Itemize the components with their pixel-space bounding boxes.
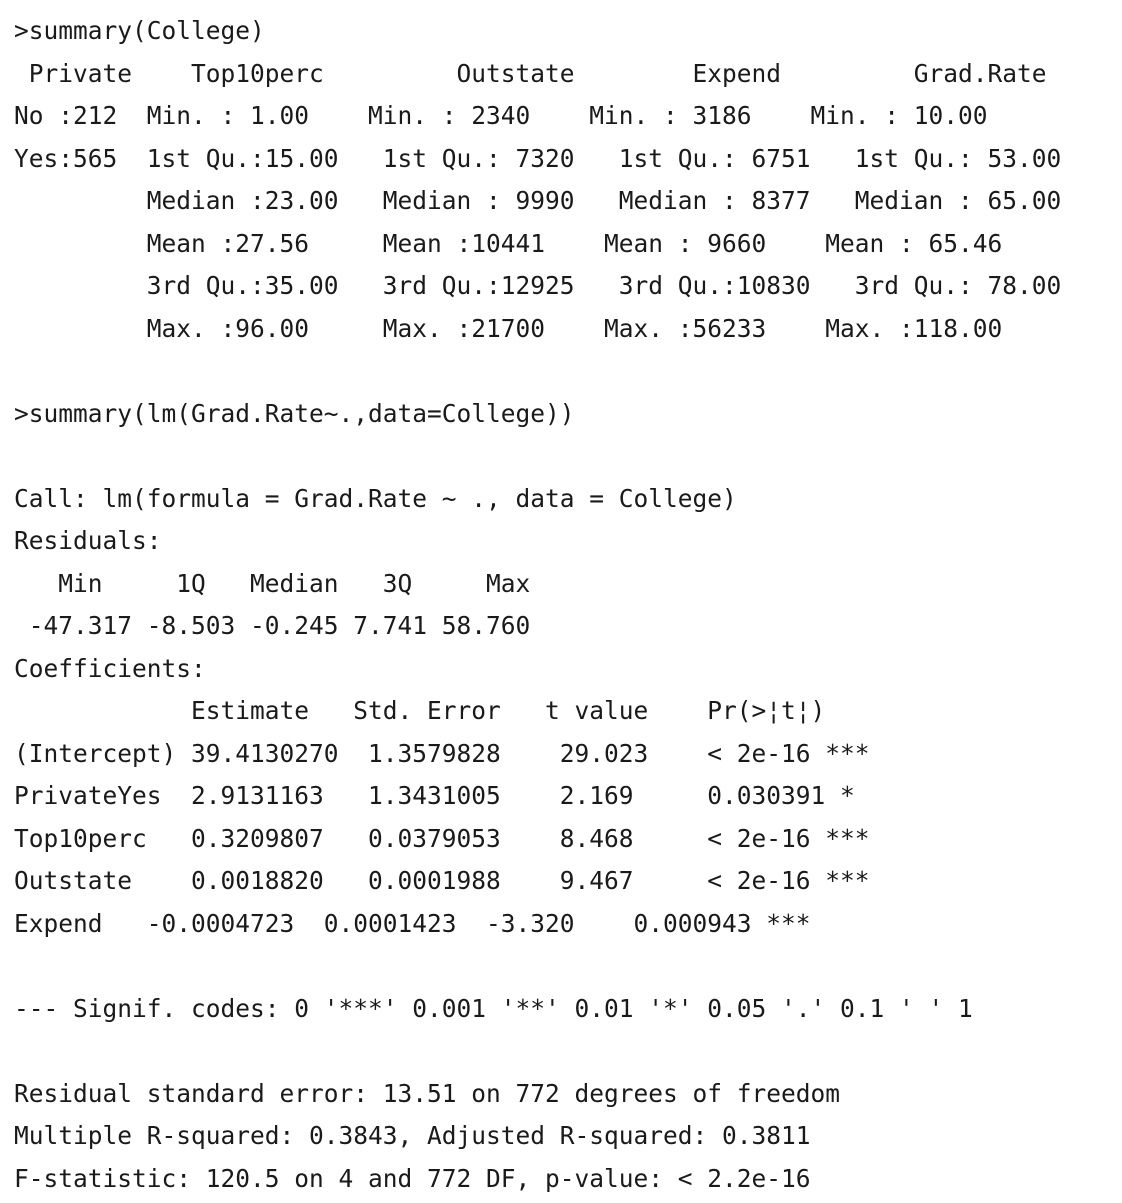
residuals-label: Residuals:	[14, 526, 162, 555]
summary-table-row: No :212 Min. : 1.00 Min. : 2340 Min. : 3186 Min. : 10.00	[14, 101, 988, 130]
spacer	[14, 1030, 1108, 1073]
coefficients-row: PrivateYes 2.9131163 1.3431005 2.169 0.030391 *	[14, 781, 855, 810]
command-prompt-summary-lm: >summary(lm(Grad.Rate~.,data=College))	[14, 398, 575, 428]
signif-codes-line: --- Signif. codes: 0 '***' 0.001 '**' 0.01 '*' 0.05 '.' 0.1 ' ' 1	[14, 993, 973, 1023]
coefficients-row: Expend -0.0004723 0.0001423 -3.320 0.000943 ***	[14, 908, 811, 938]
summary-table-header: Private Top10perc Outstate Expend Grad.Rate	[14, 58, 1047, 88]
r-squared-line: Multiple R-squared: 0.3843, Adjusted R-squared: 0.3811	[14, 1121, 811, 1150]
summary-table-row: Max. :96.00 Max. :21700 Max. :56233 Max. :118.00	[14, 313, 1003, 343]
summary-table-row: Yes:565 1st Qu.:15.00 1st Qu.: 7320 1st Qu.: 6751 1st Qu.: 53.00	[14, 143, 1062, 173]
summary-table-row: 3rd Qu.:35.00 3rd Qu.:12925 3rd Qu.:10830 3rd Qu.: 78.00	[14, 271, 1062, 300]
spacer	[14, 435, 1108, 478]
coefficients-label: Coefficients:	[14, 653, 206, 683]
model-call-line: Call: lm(formula = Grad.Rate ~ ., data = College)	[14, 483, 737, 513]
spacer	[14, 350, 1108, 393]
residual-standard-error-line: Residual standard error: 13.51 on 772 degrees of freedom	[14, 1078, 841, 1108]
summary-table-row: Median :23.00 Median : 9990 Median : 8377 Median : 65.00	[14, 186, 1062, 215]
coefficients-row: (Intercept) 39.4130270 1.3579828 29.023 < 2e-16 ***	[14, 738, 870, 768]
coefficients-row: Top10perc 0.3209807 0.0379053 8.468 < 2e-16 ***	[14, 823, 870, 853]
coefficients-row: Outstate 0.0018820 0.0001988 9.467 < 2e-16 ***	[14, 866, 870, 895]
residuals-header: Min 1Q Median 3Q Max	[14, 568, 531, 598]
coefficients-header: Estimate Std. Error t value Pr(>¦t¦)	[14, 696, 826, 725]
command-prompt-summary-college: >summary(College)	[14, 16, 265, 45]
summary-table-row: Mean :27.56 Mean :10441 Mean : 9660 Mean : 65.46	[14, 228, 1003, 258]
spacer	[14, 945, 1108, 988]
f-statistic-line: F-statistic: 120.5 on 4 and 772 DF, p-value: < 2.2e-16	[14, 1163, 811, 1193]
residuals-values: -47.317 -8.503 -0.245 7.741 58.760	[14, 611, 531, 640]
